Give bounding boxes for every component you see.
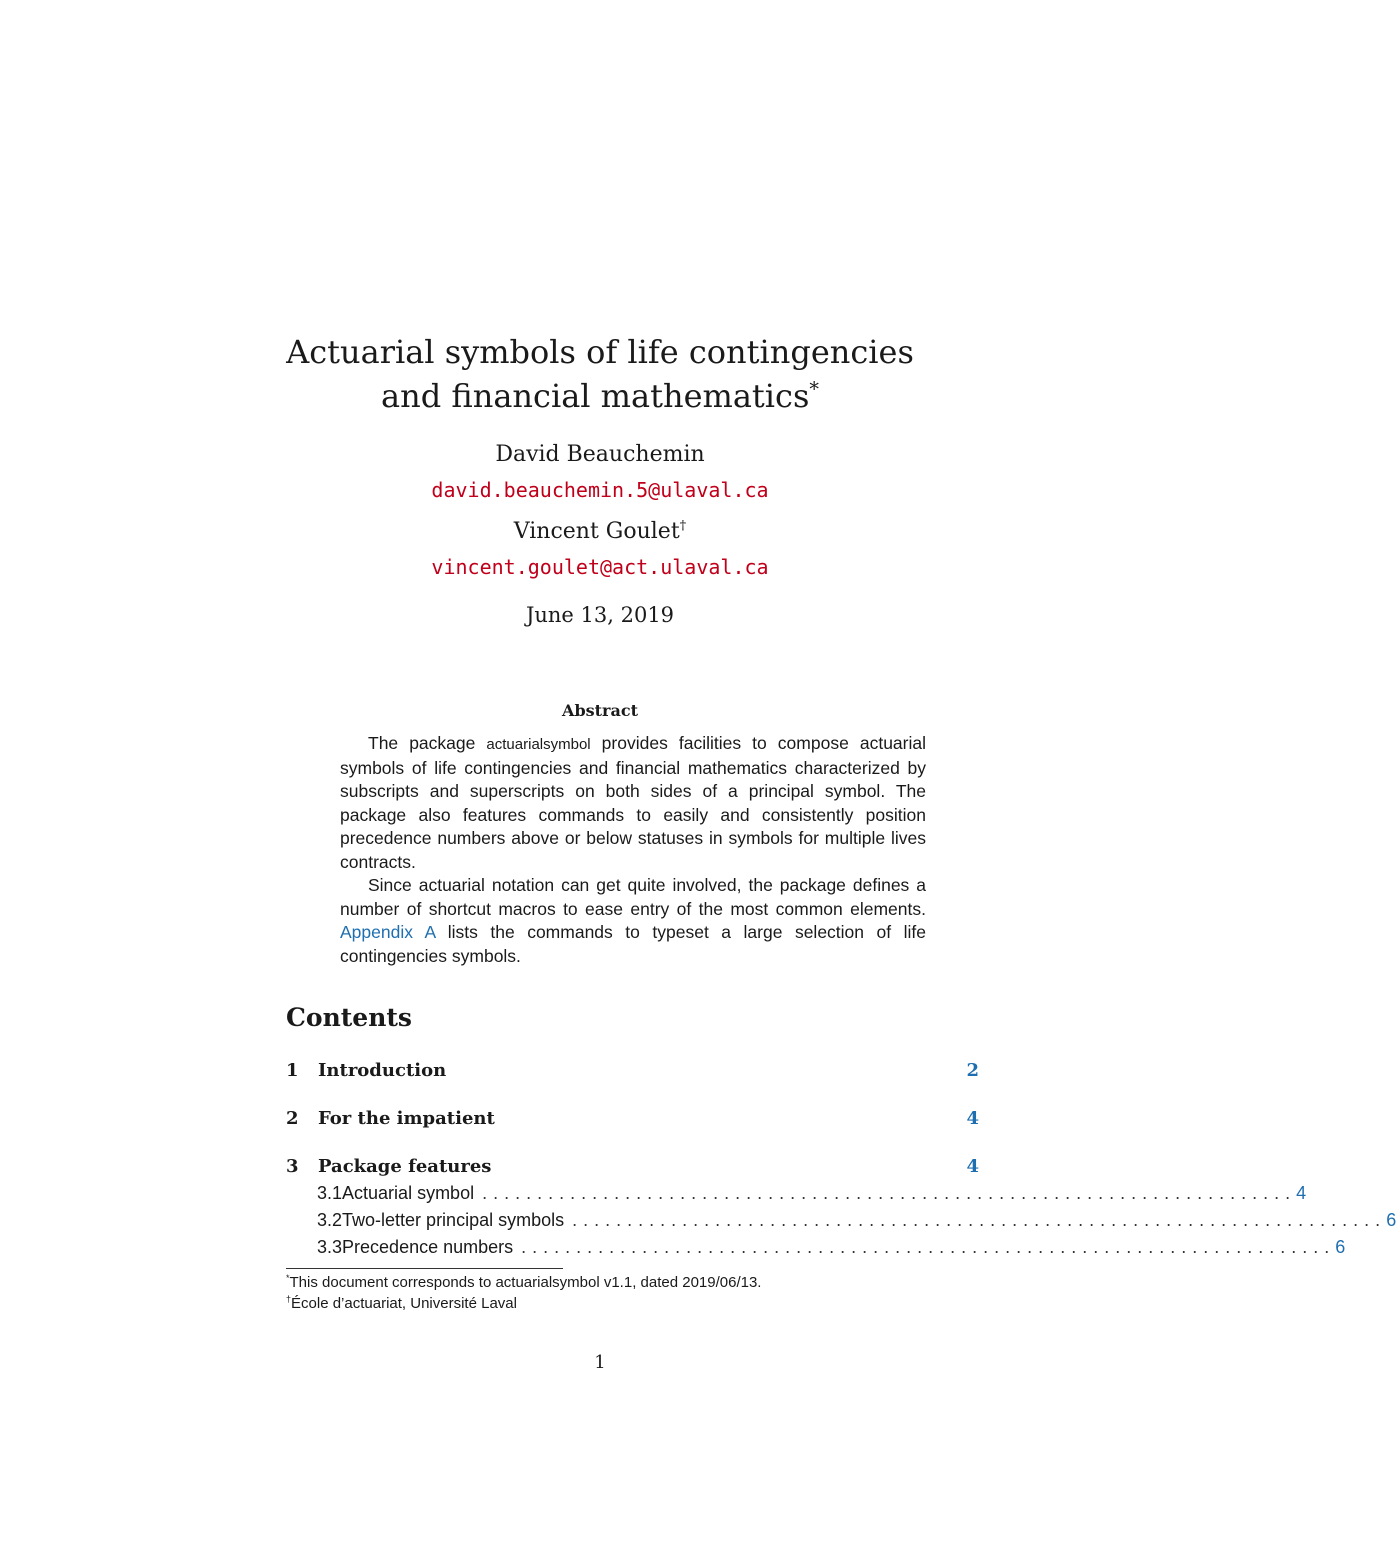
toc-section-entry[interactable] xyxy=(286,1060,979,1081)
toc-subsection-entry[interactable] xyxy=(317,1210,1396,1231)
document-title xyxy=(0,330,1200,418)
abstract-text: provides facilities to compose actuarial symbols of life contingencies and financial mathematics characterized by subscripts and superscripts on both sides of a principal symbol. The package also features commands to easily and consistently position precedence numbers above or below statuses in symbols for multiple lives contracts. xyxy=(340,733,927,872)
toc-subsection-entry[interactable] xyxy=(317,1237,1346,1258)
footnote-mark: † xyxy=(286,1294,292,1304)
footnote-text: v1.1, dated 2019/06/13. xyxy=(599,1274,762,1291)
footnote-text: This document corresponds to xyxy=(289,1274,496,1291)
page-number: 1 xyxy=(594,1352,606,1373)
abstract-paragraph xyxy=(340,732,926,874)
package-name: actuarialsymbol xyxy=(495,1274,600,1291)
footnote-rule xyxy=(286,1268,563,1269)
contents-heading: Contents xyxy=(286,1003,413,1032)
toc-section-title[interactable]: Introduction xyxy=(318,1060,447,1081)
toc-subsection-title[interactable]: Two-letter principal symbols xyxy=(342,1210,565,1230)
toc-leader-dots: .......................................................................... xyxy=(482,1183,1297,1203)
toc-section-entry[interactable] xyxy=(286,1156,979,1177)
abstract-paragraph xyxy=(340,874,926,968)
footnote xyxy=(286,1295,517,1312)
document-date: June 13, 2019 xyxy=(525,603,675,627)
toc-subsection-number: 3.2 xyxy=(317,1210,343,1230)
title-footnote-mark: * xyxy=(809,377,819,401)
abstract-text: Since actuarial notation can get quite involved, the package defines a number of shortcut macros to ease entry of the most common elements. xyxy=(340,875,926,919)
author-name-text: Vincent Goulet xyxy=(513,519,680,544)
toc-section-title[interactable]: For the impatient xyxy=(318,1108,495,1129)
toc-subsection-title[interactable]: Actuarial symbol xyxy=(342,1183,475,1203)
package-name: actuarialsymbol xyxy=(486,736,591,753)
abstract-text: lists the commands to typeset a large selection of life contingencies symbols. xyxy=(340,922,926,966)
toc-leader-dots: .......................................................................... xyxy=(572,1210,1387,1230)
toc-subsection-title[interactable]: Precedence numbers xyxy=(342,1237,514,1257)
author-name: David Beauchemin xyxy=(495,442,705,467)
toc-section-number: 2 xyxy=(286,1108,299,1129)
toc-subsection-number: 3.3 xyxy=(317,1237,343,1257)
author-name xyxy=(0,519,1200,544)
toc-page-link[interactable]: 6 xyxy=(1386,1210,1396,1230)
title-line-2: and financial mathematics xyxy=(381,377,810,415)
footnote xyxy=(286,1274,761,1291)
toc-subsection-number: 3.1 xyxy=(317,1183,343,1203)
abstract-body xyxy=(340,732,926,968)
title-line-1: Actuarial symbols of life contingencies xyxy=(286,333,914,371)
author-email-link[interactable]: david.beauchemin.5@ulaval.ca xyxy=(431,478,769,502)
toc-page-link[interactable]: 4 xyxy=(1296,1183,1307,1203)
toc-page-link[interactable]: 4 xyxy=(966,1108,979,1129)
author-email-link[interactable]: vincent.goulet@act.ulaval.ca xyxy=(431,555,769,579)
toc-section-title[interactable]: Package features xyxy=(318,1156,492,1177)
toc-section-entry[interactable] xyxy=(286,1108,979,1129)
toc-page-link[interactable]: 6 xyxy=(1335,1237,1346,1257)
abstract-heading: Abstract xyxy=(562,701,638,720)
toc-section-number: 3 xyxy=(286,1156,299,1177)
toc-page-link[interactable]: 4 xyxy=(966,1156,979,1177)
abstract-text: The package xyxy=(368,733,487,753)
toc-page-link[interactable]: 2 xyxy=(966,1060,979,1081)
appendix-link[interactable]: Appendix A xyxy=(340,922,436,942)
toc-section-number: 1 xyxy=(286,1060,299,1081)
footnote-mark: * xyxy=(286,1273,290,1283)
toc-subsection-entry[interactable] xyxy=(317,1183,1307,1204)
footnote-text: École d’actuariat, Université Laval xyxy=(291,1295,517,1312)
author-footnote-mark: † xyxy=(679,518,687,534)
toc-leader-dots: .......................................................................... xyxy=(521,1237,1336,1257)
